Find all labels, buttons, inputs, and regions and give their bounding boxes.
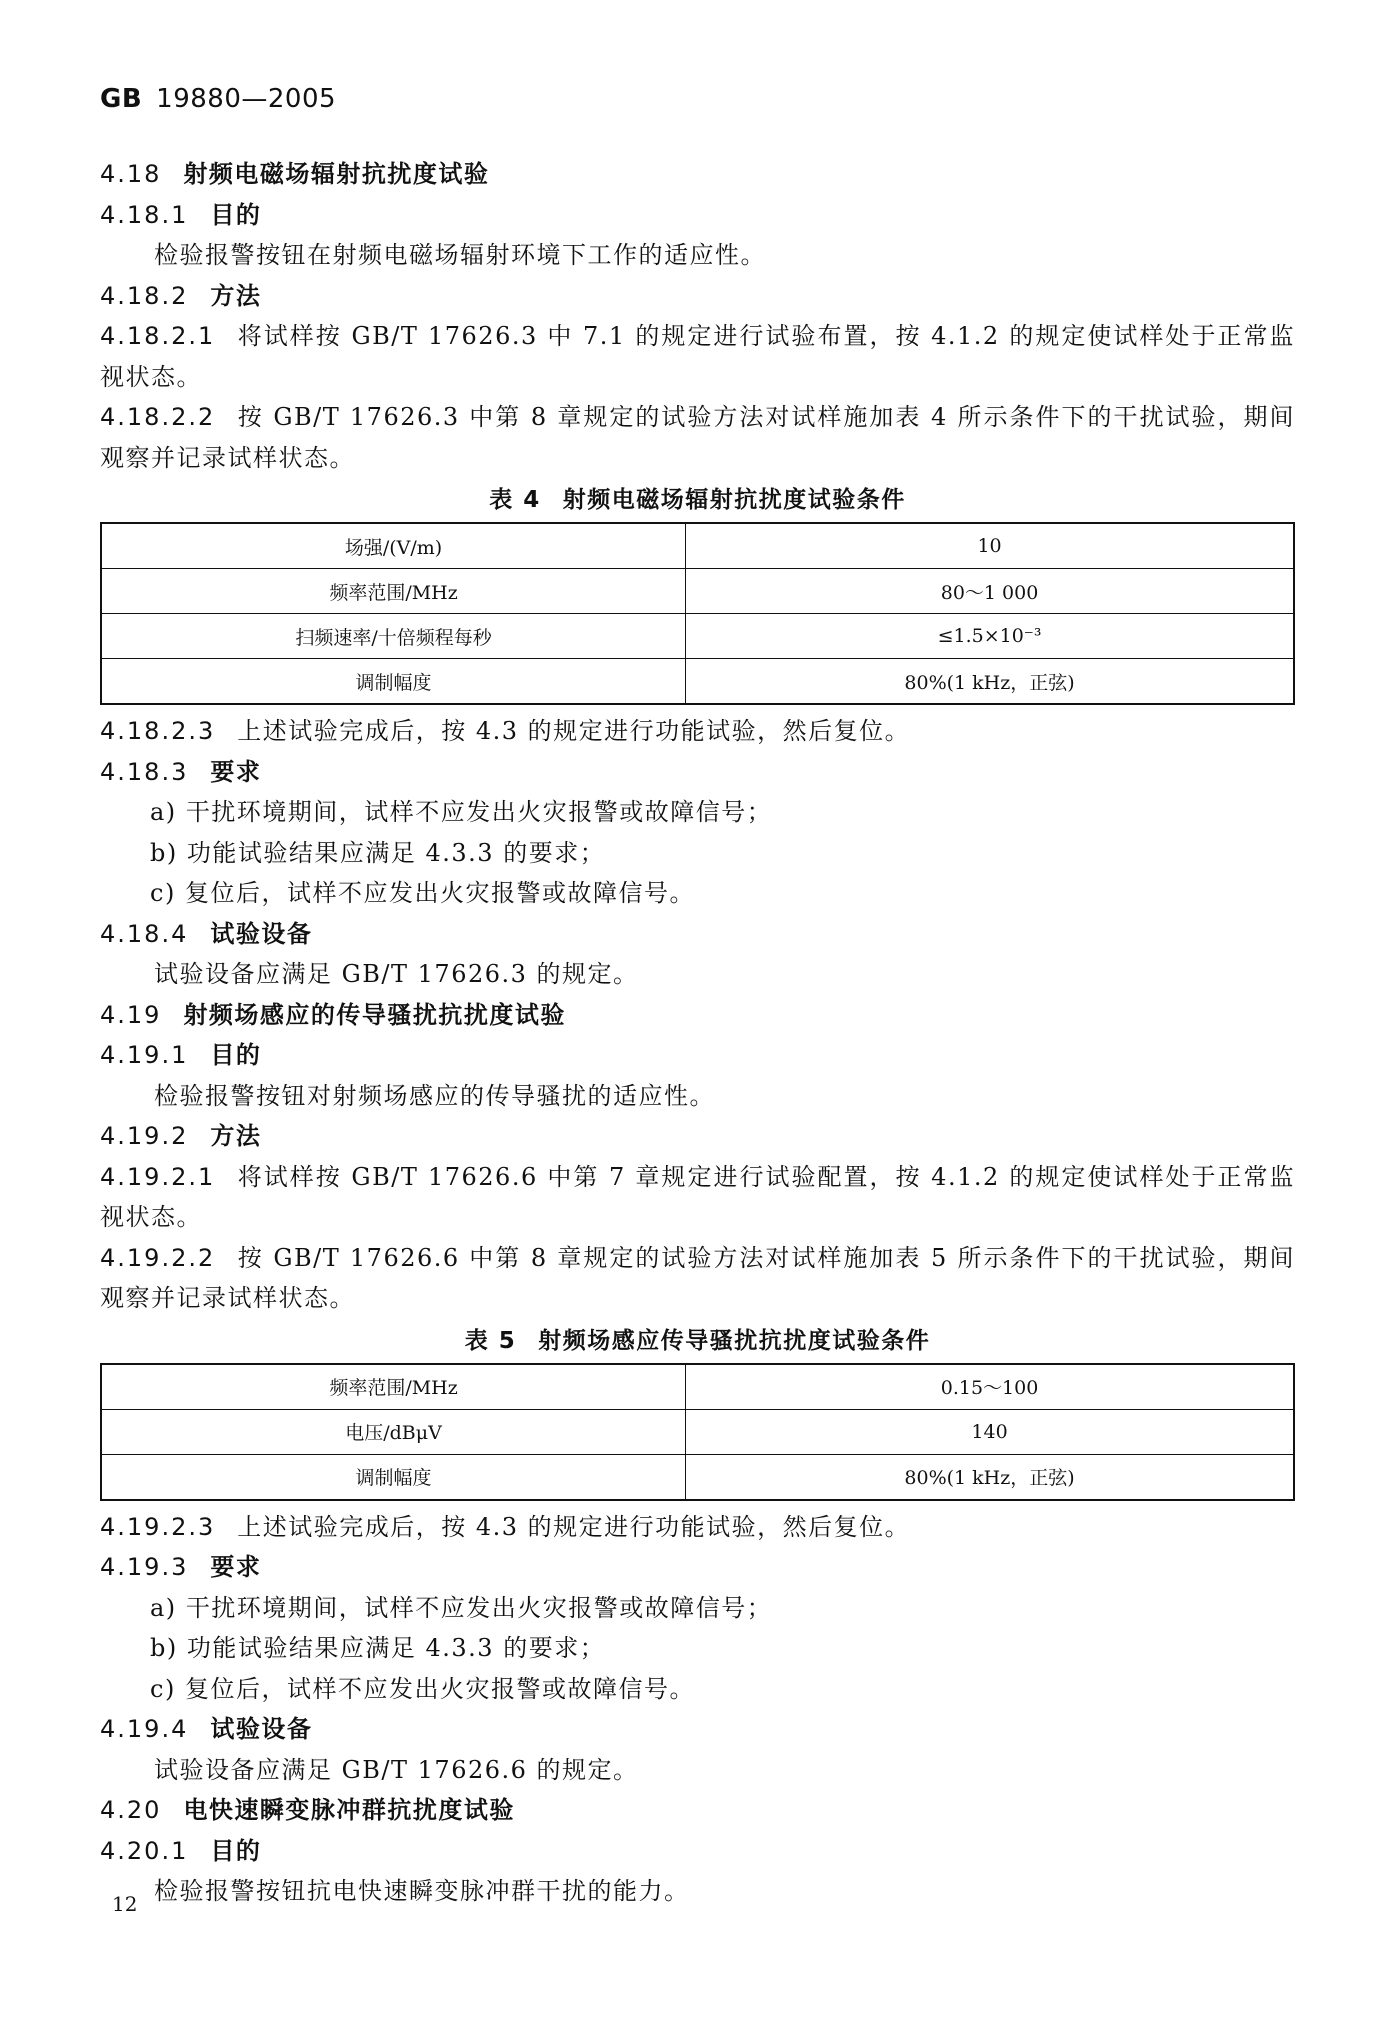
table-row [101, 1364, 1294, 1410]
table-cell-label: 场强/(V/m) [101, 523, 686, 569]
section-title: 目的 [210, 1041, 262, 1069]
list-text: 功能试验结果应满足 4.3.3 的要求； [186, 1634, 606, 1662]
table-title: 射频电磁场辐射抗扰度试验条件 [562, 487, 906, 513]
clause-text: 上述试验完成后，按 4.3 的规定进行功能试验，然后复位。 [237, 1512, 911, 1541]
section-title: 电快速瞬变脉冲群抗扰度试验 [183, 1796, 515, 1824]
subsection-heading [100, 195, 1295, 236]
table-caption [100, 478, 1295, 522]
section-number: 4.19.1 [100, 1041, 189, 1069]
list-item [100, 792, 1295, 833]
section-title: 方法 [210, 281, 262, 310]
document-header [100, 84, 336, 114]
table-row [101, 569, 1294, 614]
section-title: 试验设备 [210, 1715, 313, 1743]
list-item [100, 1588, 1295, 1629]
list-text: 功能试验结果应满足 4.3.3 的要求； [186, 838, 606, 867]
body-paragraph: 检验报警按钮在射频电磁场辐射环境下工作的适应性。 [154, 241, 766, 269]
table-cell-value: 0.15～100 [686, 1364, 1294, 1410]
section-heading [100, 995, 1295, 1036]
test-conditions-table [100, 1363, 1295, 1501]
subsection-heading [100, 276, 1295, 317]
subsection-heading [100, 1709, 1295, 1750]
clause-number: 4.18.2.3 [100, 717, 216, 745]
table-cell-label: 扫频速率/十倍频程每秒 [101, 614, 686, 659]
subsection-heading [100, 1035, 1295, 1076]
section-title: 试验设备 [210, 919, 313, 948]
list-item [100, 1669, 1295, 1710]
list-text: 复位后，试样不应发出火灾报警或故障信号。 [184, 1674, 695, 1703]
list-text: 复位后，试样不应发出火灾报警或故障信号。 [184, 879, 695, 907]
body-paragraph: 试验设备应满足 GB/T 17626.3 的规定。 [154, 960, 639, 988]
table-row [101, 523, 1294, 569]
section-number: 4.20.1 [100, 1836, 189, 1865]
subsection-heading [100, 1831, 1295, 1872]
clause-text: 将试样按 GB/T 17626.6 中第 7 章规定进行试验配置，按 4.1.2 的规定使试样处于正常监视状态。 [100, 1162, 1295, 1231]
table-row [101, 1409, 1294, 1454]
section-title: 方法 [210, 1122, 262, 1150]
table-cell-label: 频率范围/MHz [101, 1364, 686, 1410]
standard-number: 19880—2005 [156, 84, 337, 114]
table-cell-label: 频率范围/MHz [101, 569, 686, 614]
table-title: 射频场感应传导骚扰抗扰度试验条件 [538, 1327, 931, 1354]
table-number: 表 4 [489, 487, 541, 513]
table-caption [100, 1319, 1295, 1363]
clause-text: 按 GB/T 17626.3 中第 8 章规定的试验方法对试样施加表 4 所示条件下的干扰试验，期间观察并记录试样状态。 [100, 403, 1295, 472]
clause-paragraph [100, 1507, 1295, 1548]
subsection-heading [100, 1116, 1295, 1157]
body-paragraph: 试验设备应满足 GB/T 17626.6 的规定。 [154, 1755, 639, 1784]
section-heading [100, 1790, 1295, 1831]
table-cell-value: 140 [686, 1409, 1294, 1454]
list-marker: a) [150, 1593, 177, 1622]
clause-number: 4.19.2.1 [100, 1162, 216, 1191]
list-marker: b) [150, 838, 178, 867]
clause-text: 将试样按 GB/T 17626.3 中 7.1 的规定进行试验布置，按 4.1.2 的规定使试样处于正常监视状态。 [100, 322, 1295, 391]
list-text: 干扰环境期间，试样不应发出火灾报警或故障信号； [185, 798, 773, 826]
list-item [100, 833, 1295, 874]
list-marker: c) [150, 879, 176, 907]
section-title: 要求 [210, 757, 262, 786]
list-item [100, 1628, 1295, 1669]
section-number: 4.19.4 [100, 1715, 189, 1743]
subsection-heading [100, 914, 1295, 955]
section-number: 4.19.3 [100, 1553, 189, 1581]
standard-prefix: GB [100, 84, 143, 114]
section-number: 4.18.4 [100, 919, 189, 948]
table-cell-label: 调制幅度 [101, 659, 686, 705]
table-cell-label: 调制幅度 [101, 1454, 686, 1500]
section-number: 4.19.2 [100, 1122, 189, 1150]
section-number: 4.18.2 [100, 281, 189, 310]
clause-number: 4.19.2.3 [100, 1512, 216, 1541]
table-number: 表 5 [464, 1327, 517, 1354]
test-conditions-table [100, 522, 1295, 705]
body-paragraph: 检验报警按钮对射频场感应的传导骚扰的适应性。 [154, 1081, 715, 1110]
clause-text: 上述试验完成后，按 4.3 的规定进行功能试验，然后复位。 [237, 717, 911, 745]
table-row [101, 1454, 1294, 1500]
table-cell-label: 电压/dBμV [101, 1409, 686, 1454]
clause-text: 按 GB/T 17626.6 中第 8 章规定的试验方法对试样施加表 5 所示条件下的干扰试验，期间观察并记录试样状态。 [100, 1243, 1295, 1312]
table-cell-value: ≤1.5×10⁻³ [686, 614, 1294, 659]
body-paragraph: 检验报警按钮抗电快速瞬变脉冲群干扰的能力。 [154, 1877, 690, 1905]
section-title: 射频电磁场辐射抗扰度试验 [183, 160, 490, 188]
list-marker: a) [150, 798, 177, 826]
clause-paragraph [100, 1238, 1295, 1319]
table-cell-value: 80%(1 kHz，正弦) [686, 1454, 1294, 1500]
clause-paragraph [100, 711, 1295, 752]
page-body [100, 154, 1295, 1912]
clause-paragraph [100, 397, 1295, 478]
page-number: 12 [112, 1892, 138, 1916]
section-title: 目的 [210, 1836, 262, 1865]
list-item [100, 873, 1295, 914]
section-title: 要求 [210, 1553, 262, 1581]
section-title: 目的 [210, 200, 262, 229]
clause-number: 4.19.2.2 [100, 1243, 216, 1272]
table-cell-value: 80%(1 kHz，正弦) [686, 659, 1294, 705]
subsection-heading [100, 1547, 1295, 1588]
section-number: 4.20 [100, 1796, 162, 1824]
clause-paragraph [100, 316, 1295, 397]
section-title: 射频场感应的传导骚扰抗扰度试验 [183, 1000, 566, 1029]
table-cell-value: 80～1 000 [686, 569, 1294, 614]
section-number: 4.18.3 [100, 757, 189, 786]
section-number: 4.18.1 [100, 200, 189, 229]
section-number: 4.19 [100, 1000, 162, 1029]
table-cell-value: 10 [686, 523, 1294, 569]
section-heading [100, 154, 1295, 195]
list-marker: c) [150, 1674, 176, 1703]
clause-number: 4.18.2.2 [100, 403, 216, 431]
subsection-heading [100, 752, 1295, 793]
section-number: 4.18 [100, 160, 162, 188]
table-row [101, 659, 1294, 705]
list-marker: b) [150, 1634, 178, 1662]
table-row [101, 614, 1294, 659]
clause-paragraph [100, 1157, 1295, 1238]
clause-number: 4.18.2.1 [100, 322, 216, 350]
list-text: 干扰环境期间，试样不应发出火灾报警或故障信号； [185, 1593, 773, 1622]
